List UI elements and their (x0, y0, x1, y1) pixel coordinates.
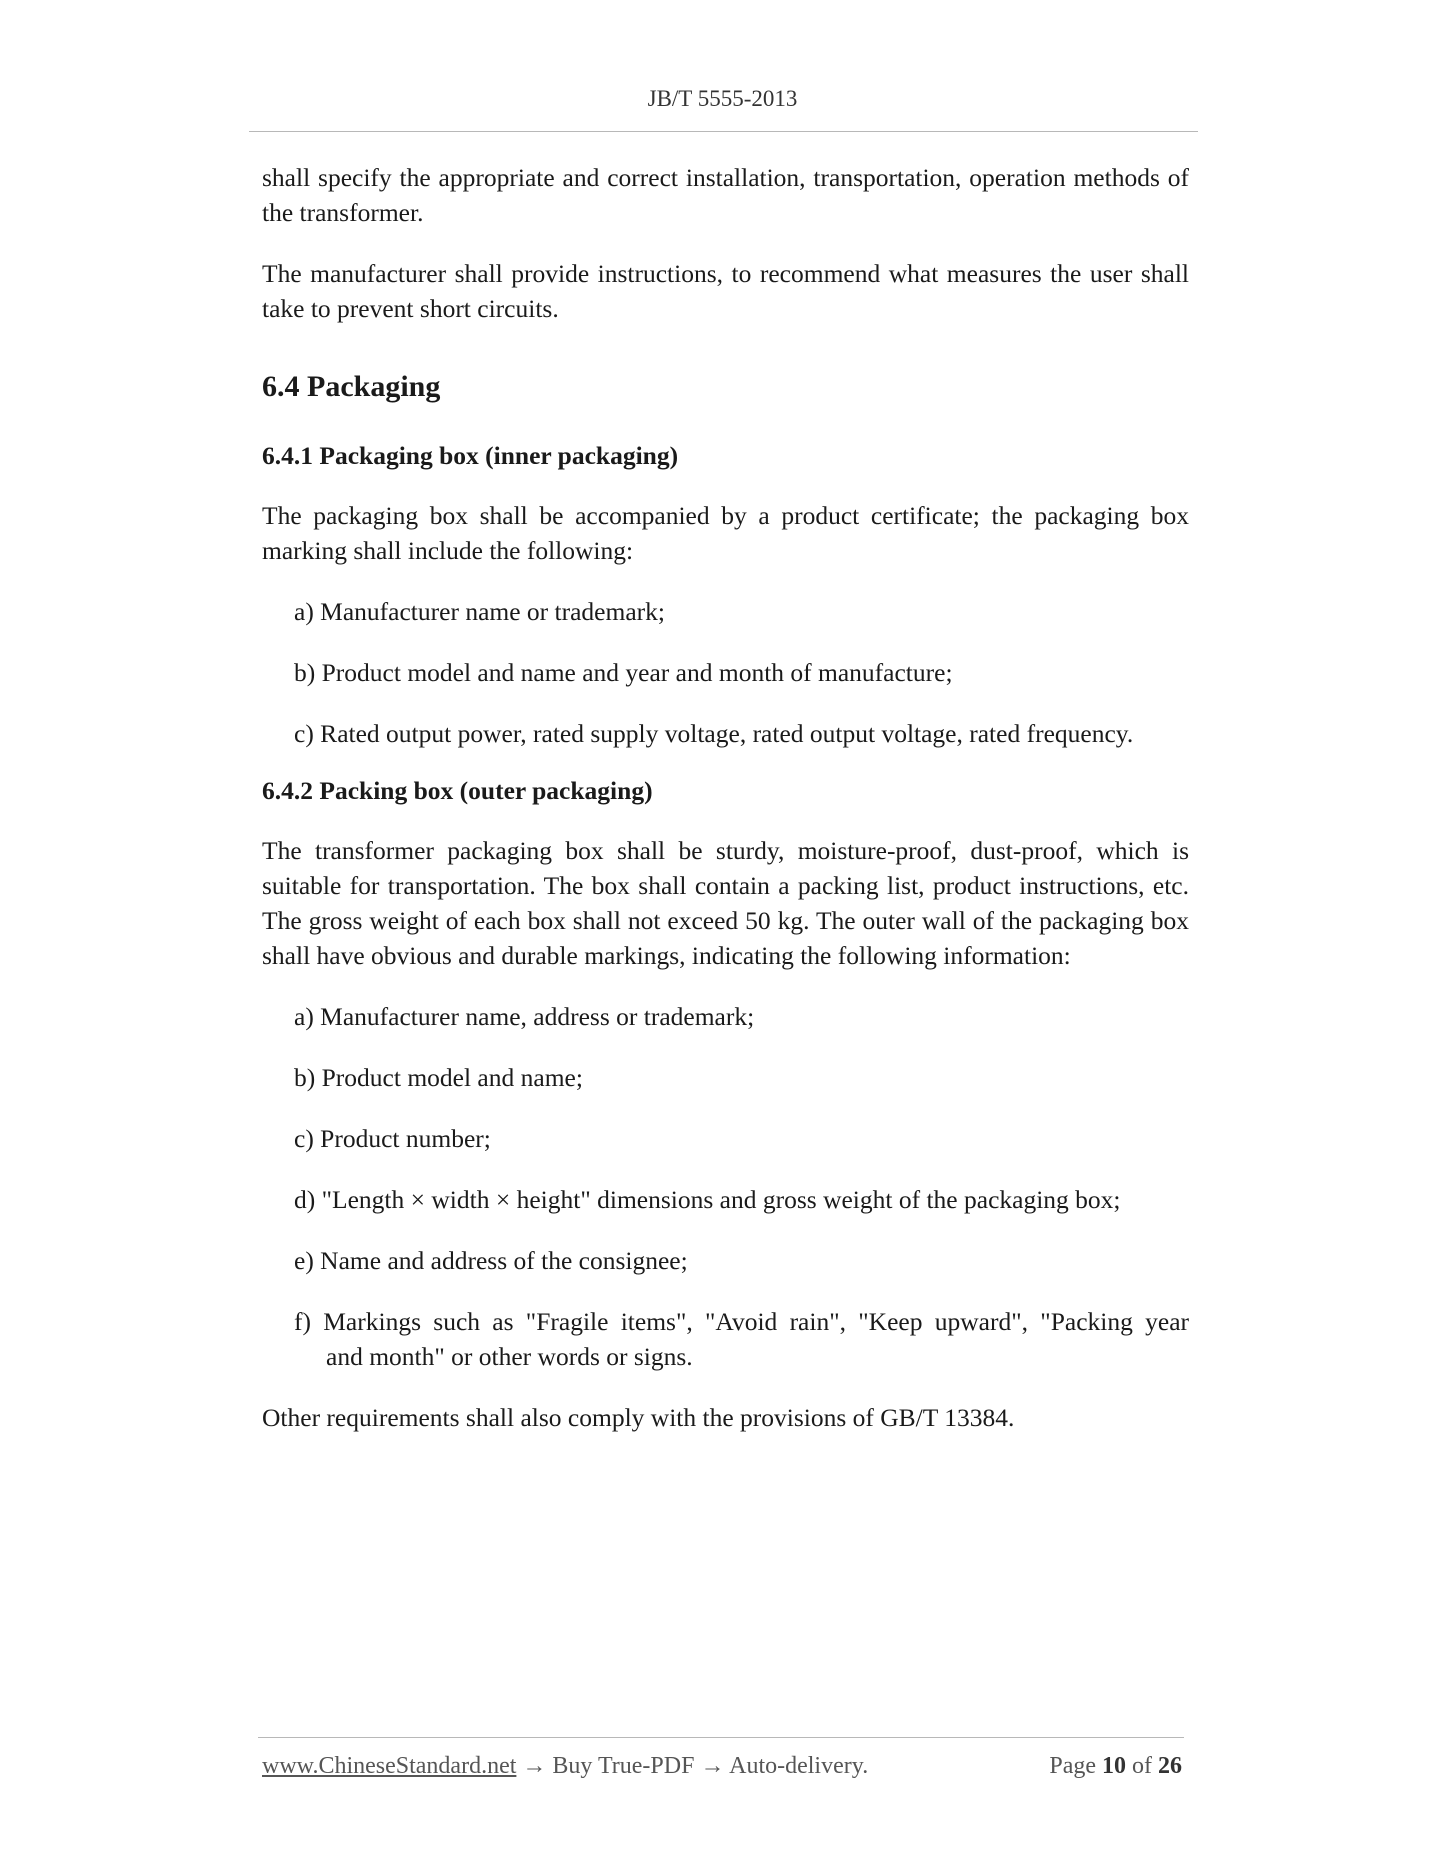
footer-divider (258, 1737, 1184, 1738)
list-item: b) Product model and name; (294, 1063, 583, 1092)
list-item-continuation: and month" or other words or signs. (326, 1342, 693, 1371)
footer-tagline: → Buy True-PDF → Auto-delivery. (516, 1753, 869, 1779)
page-indicator (1049, 1753, 1182, 1780)
list-item: c) Product number; (294, 1124, 491, 1153)
list-item (262, 1304, 1189, 1374)
paragraph: shall specify the appropriate and correct installation, transportation, operation methods of the transformer. (262, 163, 1189, 227)
subsection-heading: 6.4.2 Packing box (outer packaging) (262, 776, 653, 805)
header-divider (249, 131, 1198, 132)
subsection-heading: 6.4.1 Packaging box (inner packaging) (262, 441, 679, 470)
list-item: e) Name and address of the consignee; (294, 1246, 688, 1275)
list-item: b) Product model and name and year and month of manufacture; (294, 658, 953, 687)
page-number: 10 (1102, 1753, 1126, 1779)
page-total: 26 (1158, 1753, 1182, 1779)
section-heading: 6.4 Packaging (262, 370, 441, 403)
list-item-line: f) Markings such as "Fragile items", "Avoid rain", "Keep upward", "Packing year (294, 1307, 1189, 1336)
list-item: c) Rated output power, rated supply voltage, rated output voltage, rated frequency. (294, 719, 1134, 748)
of-label: of (1132, 1753, 1152, 1779)
website-link[interactable]: www.ChineseStandard.net (262, 1753, 517, 1779)
paragraph: The manufacturer shall provide instructions, to recommend what measures the user shall take to prevent short circuits. (262, 259, 1189, 323)
paragraph: The transformer packaging box shall be sturdy, moisture-proof, dust-proof, which is suitable for transportation. The box shall contain a packing list, product instructions, etc. The gross weight of each box shall not exceed 50 kg. The outer wall of the packaging box shall have obvious and durable markings, indicating the following information: (262, 836, 1189, 970)
page-footer (262, 1753, 1182, 1780)
page-label: Page (1049, 1753, 1096, 1779)
page-body (262, 160, 1189, 1461)
list-item: d) "Length × width × height" dimensions and gross weight of the packaging box; (294, 1185, 1121, 1214)
document-code: JB/T 5555-2013 (647, 86, 798, 111)
closing-paragraph: Other requirements shall also comply with the provisions of GB/T 13384. (262, 1403, 1015, 1432)
list-item: a) Manufacturer name, address or trademark; (294, 1002, 755, 1031)
paragraph: The packaging box shall be accompanied by a product certificate; the packaging box marking shall include the following: (262, 501, 1189, 565)
list-item: a) Manufacturer name or trademark; (294, 597, 665, 626)
